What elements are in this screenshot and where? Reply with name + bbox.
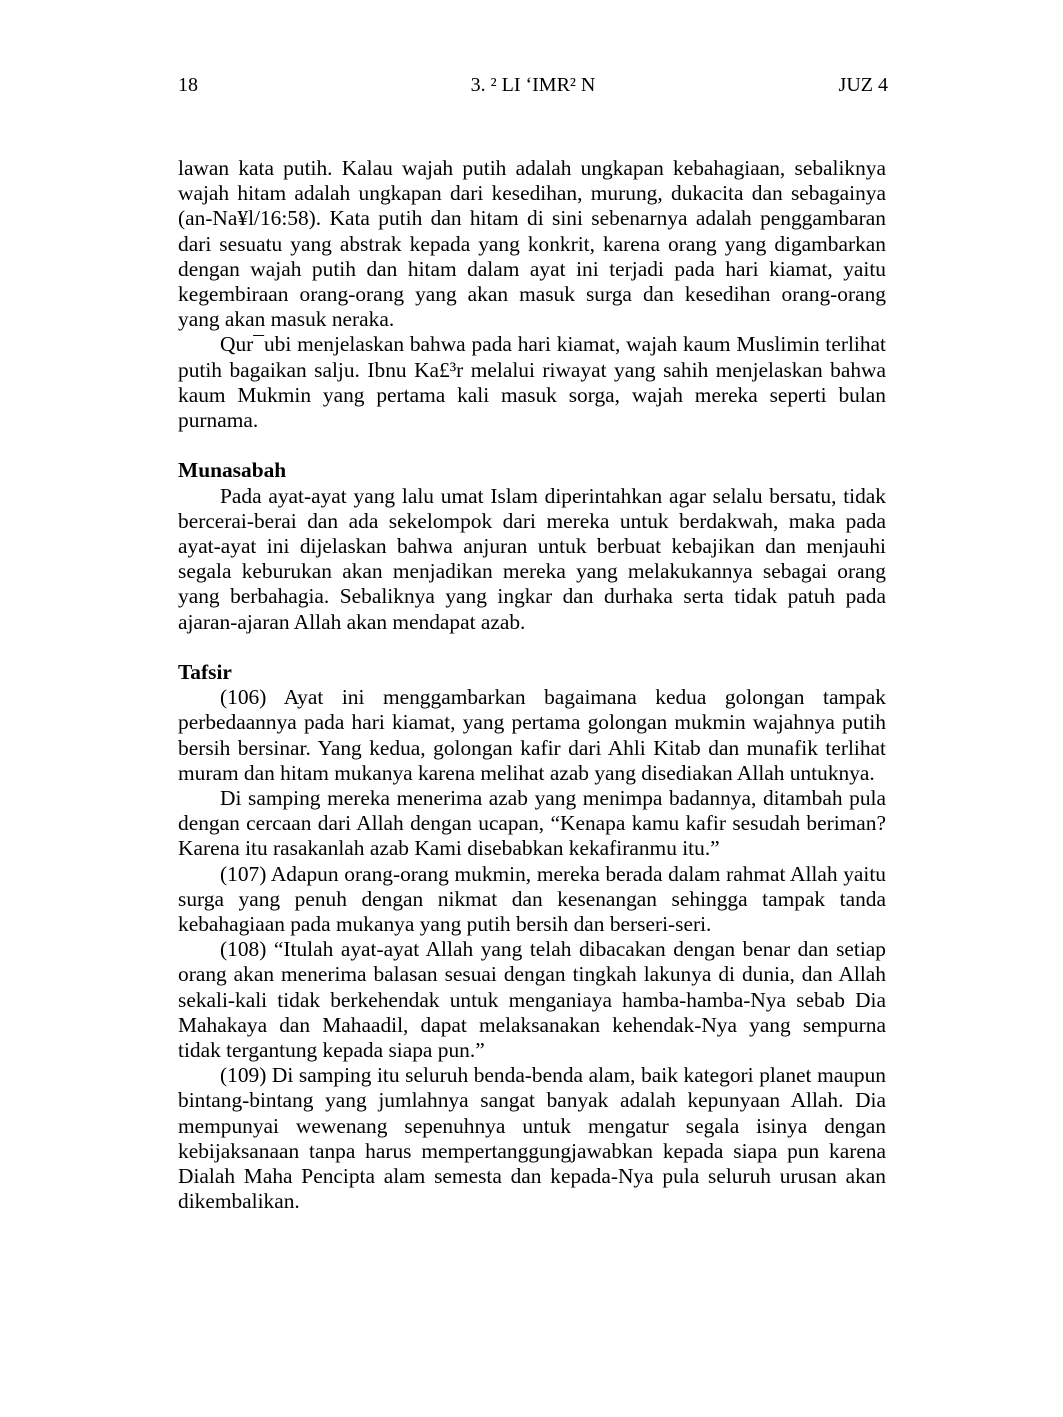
tafsir-heading: Tafsir xyxy=(178,660,232,685)
section-gap xyxy=(178,635,886,660)
section-gap xyxy=(178,433,886,458)
munasabah-paragraph: Pada ayat-ayat yang lalu umat Islam diperintahkan agar selalu bersatu, tidak bercerai-berai dan ada sekelompok dari mereka untuk berdakwah, maka pada ayat-ayat ini dijelaskan bahwa anjuran untuk berbuat kebajikan dan menjauhi segala keburukan akan menjadikan mereka yang melakukannya sebagai orang yang berbahagia. Sebaliknya yang ingkar dan durhaka serta tidak patuh pada ajaran-ajaran Allah akan mendapat azab. xyxy=(178,483,886,634)
page-header xyxy=(178,70,888,100)
tafsir-paragraph-106-continued: Di samping mereka menerima azab yang menimpa badannya, ditambah pula dengan cercaan dari Allah dengan ucapan, “Kenapa kamu kafir sesudah beriman? Karena itu rasakanlah azab Kami disebabkan kekafiranmu itu.” xyxy=(178,786,886,861)
tafsir-paragraph-108: (108) “Itulah ayat-ayat Allah yang telah dibacakan dengan benar dan setiap orang akan menerima balasan sesuai dengan tingkah lakunya di dunia, dan Allah sekali-kali tidak berkehendak untuk menganiaya hamba-hamba-Nya sebab Dia Mahakaya dan Mahaadil, dapat melaksanakan kehendak-Nya yang sempurna tidak tergantung kepada siapa pun.” xyxy=(178,937,886,1063)
tafsir-paragraph-106: (106) Ayat ini menggambarkan bagaimana kedua golongan tampak perbedaannya pada hari kiamat, yang pertama golongan mukmin wajahnya putih bersih bersinar. Yang kedua, golongan kafir dari Ahli Kitab dan munafik terlihat muram dan hitam mukanya karena melihat azab yang disediakan Allah untuknya. xyxy=(178,685,886,785)
page-number: 18 xyxy=(178,74,198,96)
tafsir-paragraph-107: (107) Adapun orang-orang mukmin, mereka berada dalam rahmat Allah yaitu surga yang penuh dengan nikmat dan kesenangan sehingga tampak tanda kebahagiaan pada mukanya yang putih bersih dan berseri-seri. xyxy=(178,861,886,937)
running-title: 3. ² LI ‘IMR² N xyxy=(470,74,596,96)
intro-paragraph-2: Qur¯ubi menjelaskan bahwa pada hari kiamat, wajah kaum Muslimin terlihat putih bagaikan salju. Ibnu Ka£³r melalui riwayat yang sahih menjelaskan bahwa kaum Mukmin yang pertama kali masuk sorga, wajah mereka seperti bulan purnama. xyxy=(178,332,886,433)
tafsir-paragraph-109: (109) Di samping itu seluruh benda-benda alam, baik kategori planet maupun bintang-bintang yang jumlahnya sangat banyak adalah kepunyaan Allah. Dia mempunyai wewenang sepenuhnya untuk mengatur segala isinya dengan kebijaksanaan tanpa harus mempertanggungjawabkan kepada siapa pun karena Dialah Maha Pencipta alam semesta dan kepada-Nya pula seluruh urusan akan dikembalikan. xyxy=(178,1063,886,1214)
juz-label: JUZ 4 xyxy=(838,74,888,96)
page-body xyxy=(178,156,886,1215)
munasabah-heading: Munasabah xyxy=(178,458,287,483)
intro-paragraph-1: lawan kata putih. Kalau wajah putih adalah ungkapan kebahagiaan, sebaliknya wajah hitam adalah ungkapan dari kesedihan, murung, dukacita dan sebagainya (an-Na¥l/16:58). Kata putih dan hitam di sini sebenarnya adalah penggambaran dari sesuatu yang abstrak kepada yang konkrit, karena orang yang digambarkan dengan wajah putih dan hitam dalam ayat ini terjadi pada hari kiamat, yaitu kegembiraan orang-orang yang akan masuk surga dan kesedihan orang-orang yang akan masuk neraka. xyxy=(178,156,886,332)
